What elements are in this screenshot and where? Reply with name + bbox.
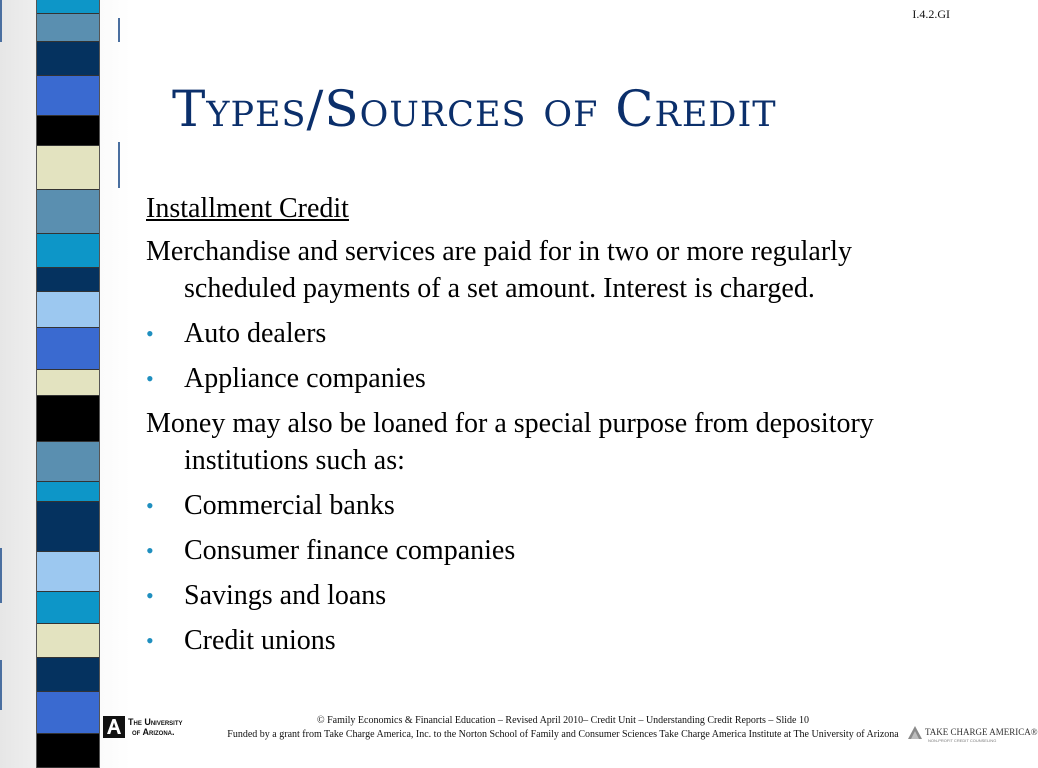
decorative-tick [0,548,2,603]
bullet-icon: • [146,321,154,346]
stripe-band [37,42,99,76]
stripe-band [37,14,99,42]
decorative-tick [118,18,120,42]
footer [200,714,926,742]
bullet-icon: • [146,366,154,391]
footer-copyright: © Family Economics & Financial Education – Revised April 2010– Credit Unit – Understanding Credit Reports – Slide 10 [317,715,809,726]
stripe-band [37,328,99,370]
bullet-icon: • [146,538,154,563]
stripe-band [37,0,99,14]
bullet-text: Credit unions [184,625,336,656]
bullet-icon: • [146,493,154,518]
bullet-item [146,360,956,397]
bullet-text: Consumer finance companies [184,535,516,566]
stripe-band [37,396,99,442]
bullet-item [146,577,956,614]
arizona-a-icon [103,716,125,738]
bullet-text: Savings and loans [184,580,387,611]
slide-content [146,190,956,667]
stripe-band [37,482,99,502]
stripe-band [37,552,99,592]
ua-logo-line2: of Arizona. [132,727,175,737]
decorative-tick [0,660,2,710]
bullet-item [146,315,956,352]
intro-paragraph: Merchandise and services are paid for in two or more regularly scheduled payments of a set amount. Interest is charged. [146,236,852,304]
stripe-band [37,658,99,692]
stripe-band [37,190,99,234]
slide-code: I.4.2.GI [912,7,950,21]
stripe-band [37,76,99,116]
take-charge-america-logo [906,724,1038,746]
bullet-item [146,487,956,524]
stripe-band [37,370,99,396]
bullet-item [146,532,956,569]
decorative-tick [0,0,2,42]
tca-emblem-icon [906,724,924,742]
bullet-text: Appliance companies [184,363,426,394]
section-heading: Installment Credit [146,193,349,224]
ua-logo-line1: The University [128,717,183,727]
stripe-band [37,268,99,292]
tca-logo-name: TAKE CHARGE AMERICA® [925,727,1038,737]
second-paragraph: Money may also be loaned for a special purpose from depository institutions such as: [146,408,874,476]
slide-title: Types/Sources of Credit [172,80,777,138]
bullet-text: Commercial banks [184,490,395,521]
stripe-band [37,592,99,624]
bullet-text: Auto dealers [184,318,327,349]
stripe-band [37,116,99,146]
decorative-stripe [36,0,100,768]
stripe-band [37,234,99,268]
stripe-band [37,146,99,190]
stripe-band [37,734,99,768]
stripe-band [37,502,99,552]
decorative-tick [118,142,120,188]
bullet-item [146,622,956,659]
tca-logo-tagline: NON-PROFIT CREDIT COUNSELING [928,738,997,743]
footer-funding: Funded by a grant from Take Charge America, Inc. to the Norton School of Family and Consumer Sciences Take Charge America Institute at The University of Arizona [227,729,899,740]
bullet-icon: • [146,583,154,608]
stripe-band [37,292,99,328]
stripe-band [37,442,99,482]
stripe-band [37,624,99,658]
bullet-icon: • [146,628,154,653]
stripe-band [37,692,99,734]
university-of-arizona-logo [103,716,201,740]
